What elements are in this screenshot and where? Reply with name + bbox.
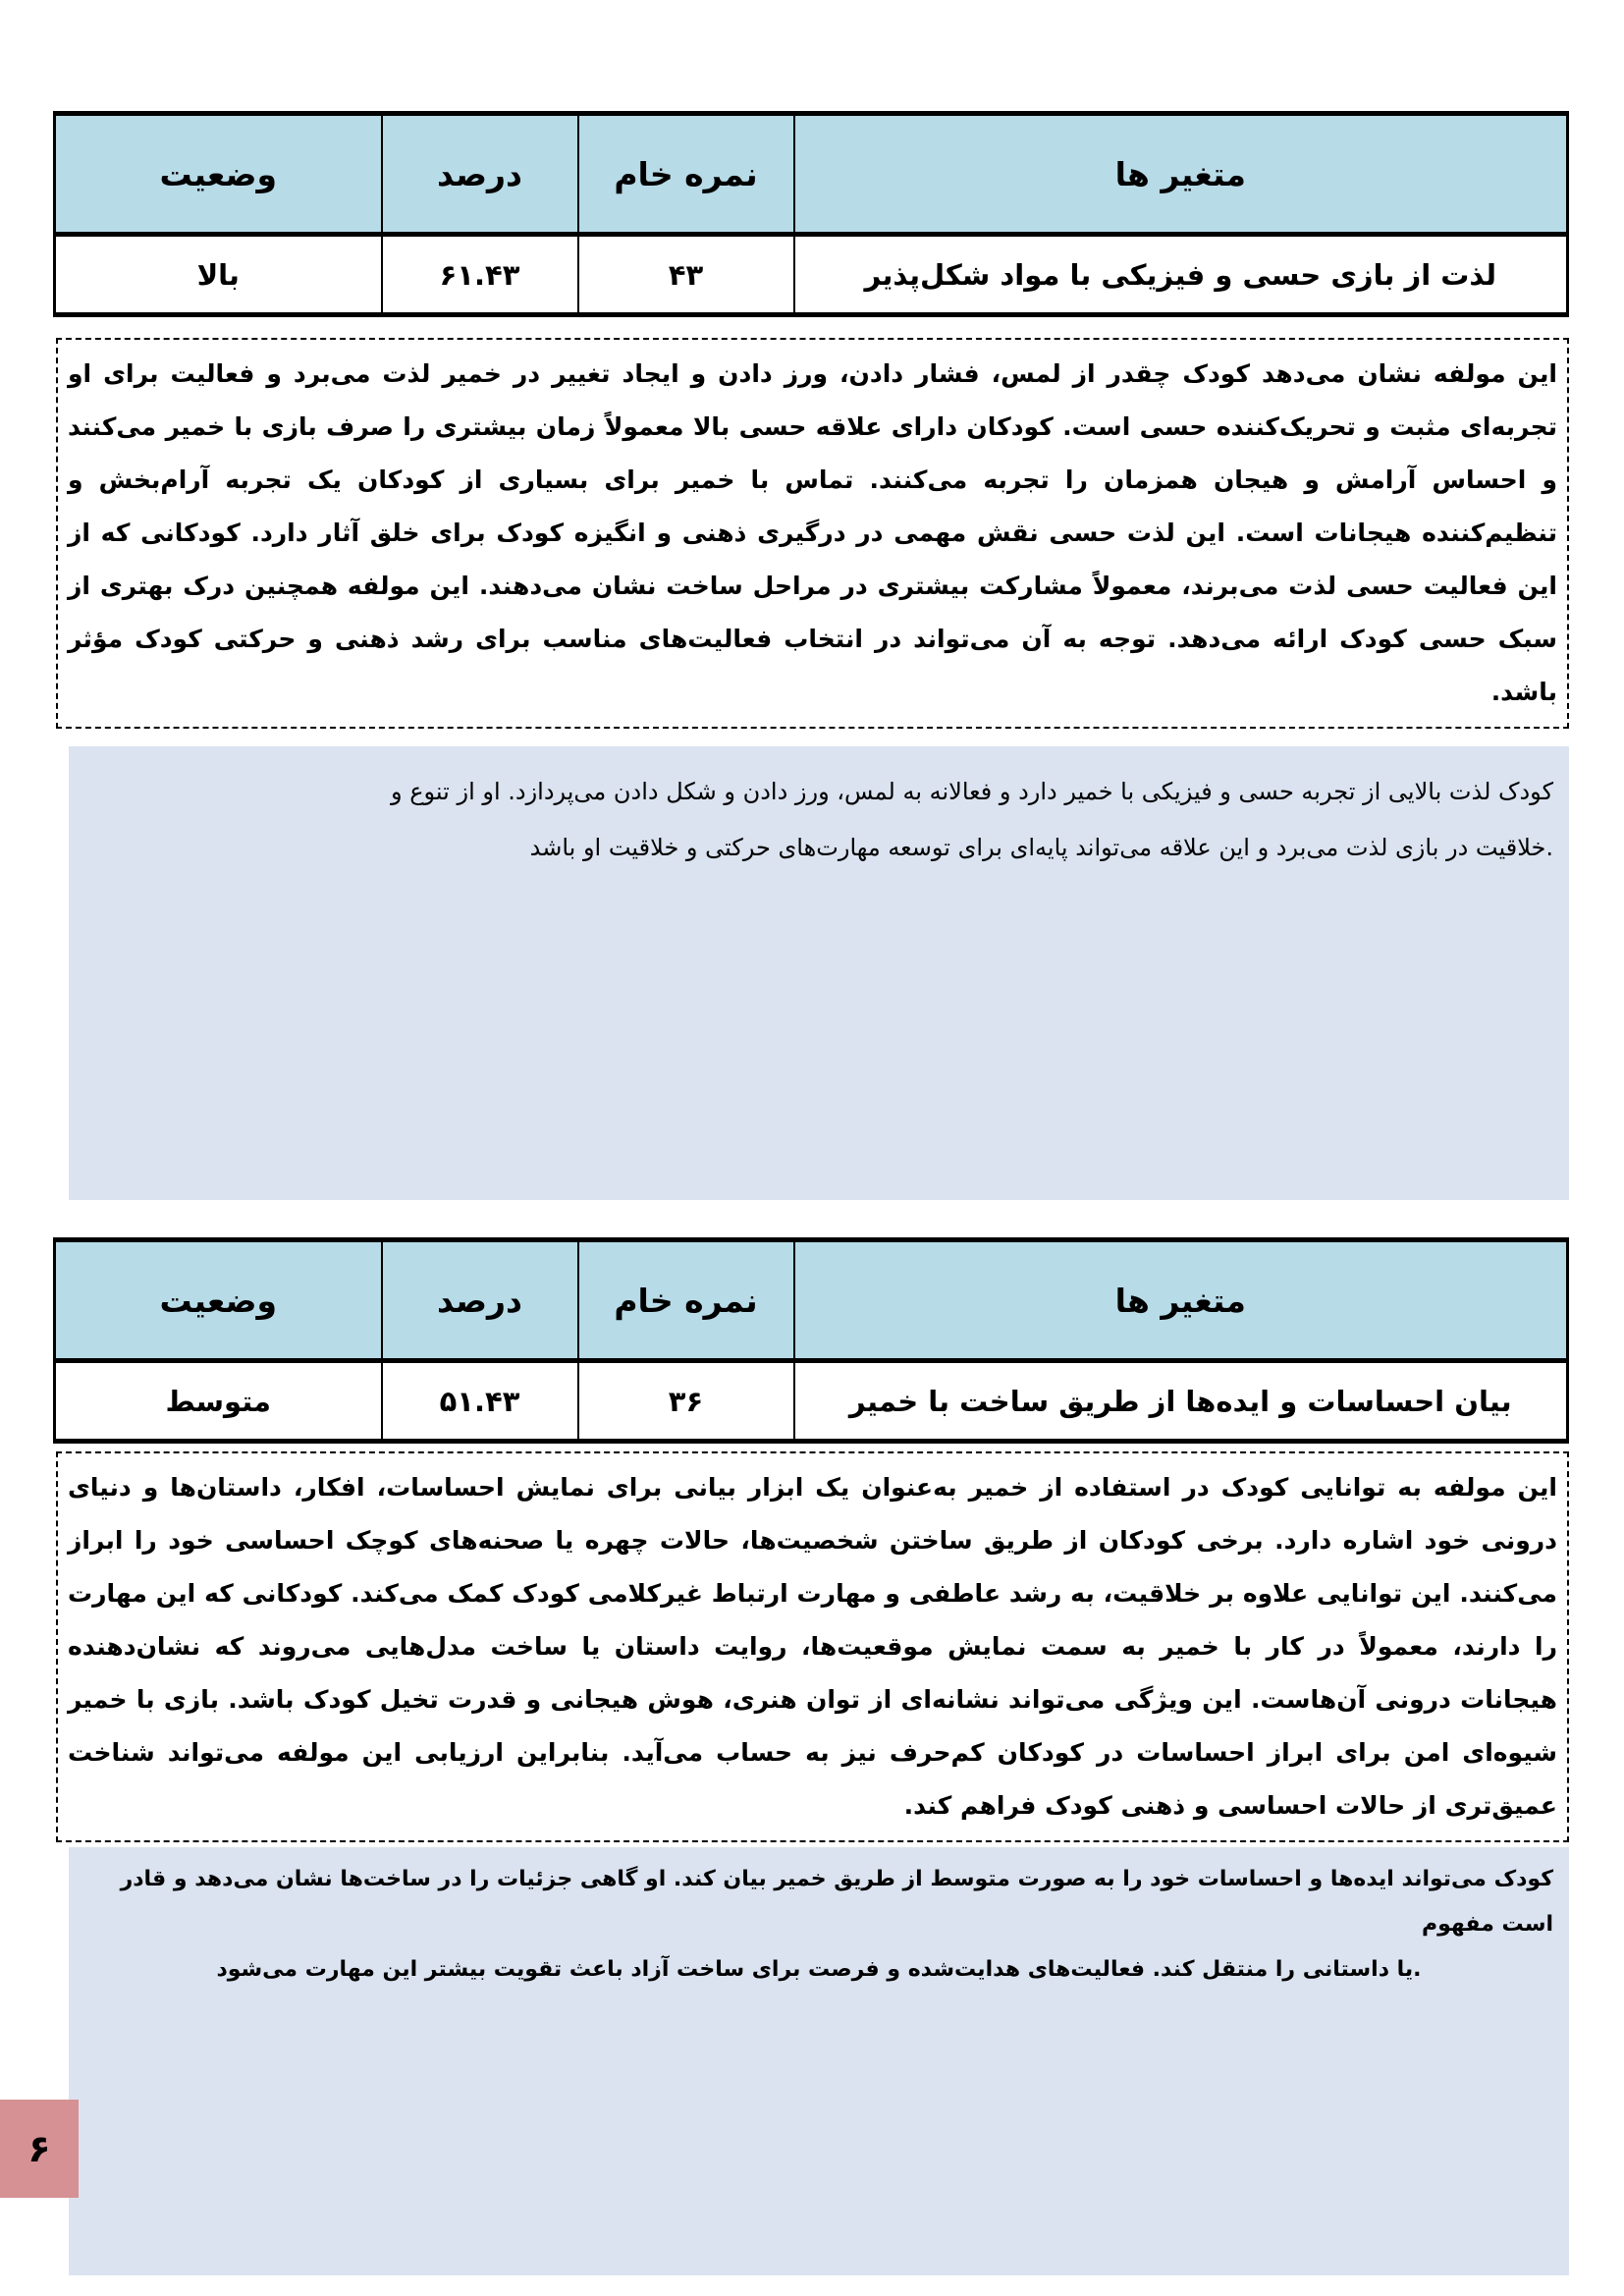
scores-table-1 bbox=[53, 111, 1569, 317]
page-number: ۶ bbox=[27, 2127, 51, 2170]
table-header-row bbox=[55, 1240, 1568, 1361]
percent-cell: ۶۱.۴۳ bbox=[382, 235, 578, 315]
page-number-box bbox=[0, 2100, 79, 2198]
status-cell: بالا bbox=[55, 235, 382, 315]
description-text: این مولفه به توانایی کودک در استفاده از خمیر به‌عنوان یک ابزار بیانی برای نمایش احساسات، افکار، داستان‌ها و دنیای درونی خود اشاره دارد. برخی کودکان از طریق ساختن شخصیت‌ها، حالات چهره یا صحنه‌های کوچک احساسی خود را ابراز می‌کنند. این توانایی علاوه بر خلاقیت، به رشد عاطفی و مهارت ارتباط غیرکلامی کودک کمک می‌کند. کودکانی که این مهارت را دارند، معمولاً در کار با خمیر به سمت نمایش موقعیت‌ها، روایت داستان یا ساخت مدل‌هایی می‌روند که نشان‌دهنده هیجانات درونی آن‌هاست. این ویژگی می‌تواند نشانه‌ای از توان هنری، هوش هیجانی و قدرت تخیل کودک باشد. بازی با خمیر شیوه‌ای امن برای ابراز احساسات در کودکان کم‌حرف نیز به حساب می‌آید. بنابراین ارزیابی این مولفه می‌تواند شناخت عمیق‌تری از حالات احساسی و ذهنی کودک فراهم کند. bbox=[68, 1473, 1557, 1820]
col-header-status: وضعیت bbox=[55, 114, 382, 235]
raw-score-cell: ۳۶ bbox=[578, 1361, 794, 1442]
col-header-raw-score: نمره خام bbox=[578, 114, 794, 235]
description-box-1 bbox=[56, 338, 1569, 729]
col-header-variables: متغیر ها bbox=[794, 114, 1568, 235]
table-row bbox=[55, 235, 1568, 315]
variable-name-cell: بیان احساسات و ایده‌ها از طریق ساخت با خمیر bbox=[794, 1361, 1568, 1442]
percent-cell: ۵۱.۴۳ bbox=[382, 1361, 578, 1442]
scores-table-2 bbox=[53, 1237, 1569, 1444]
summary-line: .یا داستانی را منتقل کند. فعالیت‌های هدایت‌شده و فرصت برای ساخت آزاد باعث تقویت بیشتر این مهارت می‌شود bbox=[216, 1957, 1422, 1982]
description-box-2 bbox=[56, 1451, 1569, 1842]
table-header-row bbox=[55, 114, 1568, 235]
status-cell: متوسط bbox=[55, 1361, 382, 1442]
table-row bbox=[55, 1361, 1568, 1442]
col-header-variables: متغیر ها bbox=[794, 1240, 1568, 1361]
summary-box-2 bbox=[69, 1847, 1569, 2275]
raw-score-cell: ۴۳ bbox=[578, 235, 794, 315]
summary-line: کودک می‌تواند ایده‌ها و احساسات خود را به صورت متوسط از طریق خمیر بیان کند. او گاهی جزئیات را در ساخت‌ها نشان می‌دهد و قادر است مفهوم bbox=[120, 1867, 1553, 1937]
description-text: این مولفه نشان می‌دهد کودک چقدر از لمس، فشار دادن، ورز دادن و ایجاد تغییر در خمیر لذت می‌برد و فعالیت برای او تجربه‌ای مثبت و تحریک‌کننده حسی است. کودکان دارای علاقه حسی بالا معمولاً زمان بیشتری را صرف بازی با خمیر می‌کنند و احساس آرامش و هیجان همزمان را تجربه می‌کنند. تماس با خمیر برای بسیاری از کودکان یک تجربه آرام‌بخش و تنظیم‌کننده هیجانات است. این لذت حسی نقش مهمی در درگیری ذهنی و انگیزه کودک برای خلق آثار دارد. کودکانی که از این فعالیت حسی لذت می‌برند، معمولاً مشارکت بیشتری در مراحل ساخت نشان می‌دهند. این مولفه همچنین درک بهتری از سبک حسی کودک ارائه می‌دهد. توجه به آن می‌تواند در انتخاب فعالیت‌های مناسب برای رشد ذهنی و حرکتی کودک مؤثر باشد. bbox=[68, 359, 1557, 706]
summary-line: کودک لذت بالایی از تجربه حسی و فیزیکی با خمیر دارد و فعالانه به لمس، ورز دادن و شکل دادن می‌پردازد. او از تنوع و bbox=[390, 778, 1553, 805]
summary-line: .خلاقیت در بازی لذت می‌برد و این علاقه می‌تواند پایه‌ای برای توسعه مهارت‌های حرکتی و خلاقیت او باشد bbox=[529, 834, 1553, 861]
variable-name-cell: لذت از بازی حسی و فیزیکی با مواد شکل‌پذیر bbox=[794, 235, 1568, 315]
col-header-status: وضعیت bbox=[55, 1240, 382, 1361]
col-header-raw-score: نمره خام bbox=[578, 1240, 794, 1361]
col-header-percent: درصد bbox=[382, 114, 578, 235]
col-header-percent: درصد bbox=[382, 1240, 578, 1361]
summary-box-1 bbox=[69, 746, 1569, 1200]
